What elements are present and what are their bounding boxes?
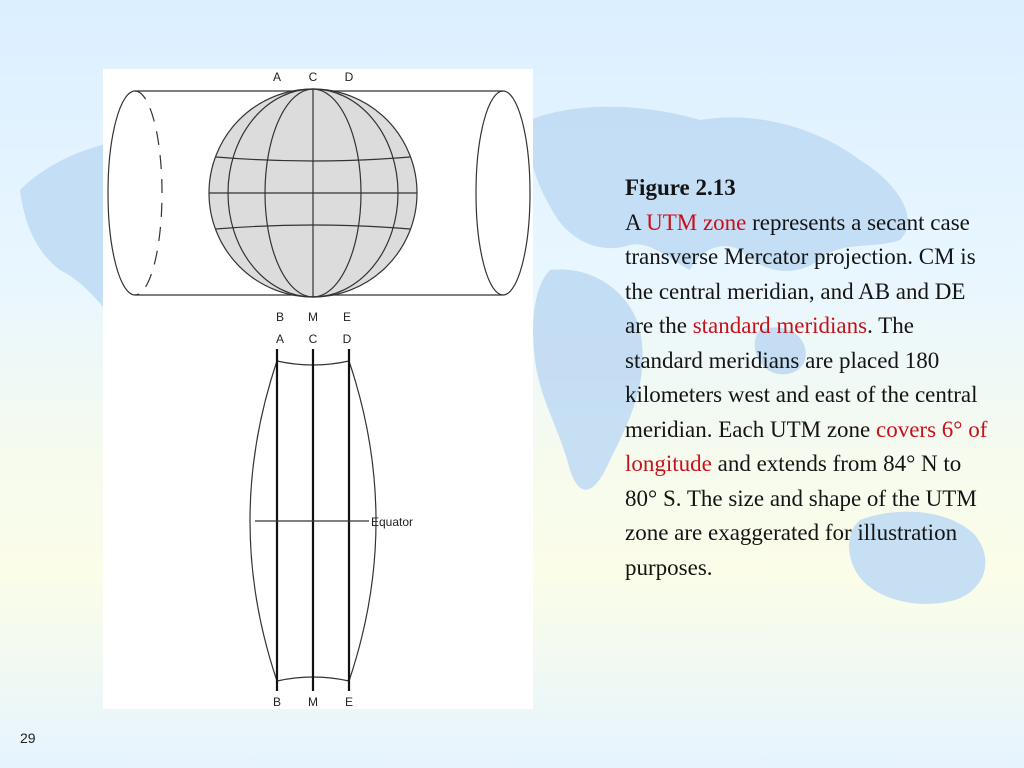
label-m-bottom: M [308,695,318,709]
label-d-top: D [344,70,354,84]
label-e-bottom: E [344,695,354,709]
label-c-mid: C [308,332,318,346]
cylinder-left-end-front [108,91,135,295]
label-d-mid: D [342,332,352,346]
slide-number: 29 [20,730,36,746]
highlight-longitude: covers 6° of longitude [625,416,988,476]
label-m-upper: M [308,310,318,324]
cylinder-left-end-hidden [135,91,162,295]
highlight-utm-zone: UTM zone [646,209,747,235]
figure-caption [625,171,995,585]
label-b-upper: B [275,310,285,324]
caption-text-3: . The standard meridians are placed 180 kilometers west and east of the central meridian. Each UTM zone [625,313,978,442]
utm-zone-figure [103,69,533,709]
caption-title: Figure 2.13 [625,175,736,200]
label-e-upper: E [342,310,352,324]
label-a-top: A [272,70,282,84]
cylinder-right-end [476,91,530,295]
label-c-top: C [308,70,318,84]
caption-text-1: A [625,209,647,235]
equator-label: Equator [371,515,414,529]
label-b-bottom: B [272,695,282,709]
label-a-mid: A [275,332,285,346]
highlight-standard-meridians: standard meridians [692,313,868,338]
caption-text-4: and extends from 84° N to 80° S. The size and shape of the UTM zone are exaggerated for illustration purposes. [625,451,977,580]
caption-text-2: represents a secant case transverse Mercator projection. CM is the central meridian, and AB and DE are the [625,209,976,338]
